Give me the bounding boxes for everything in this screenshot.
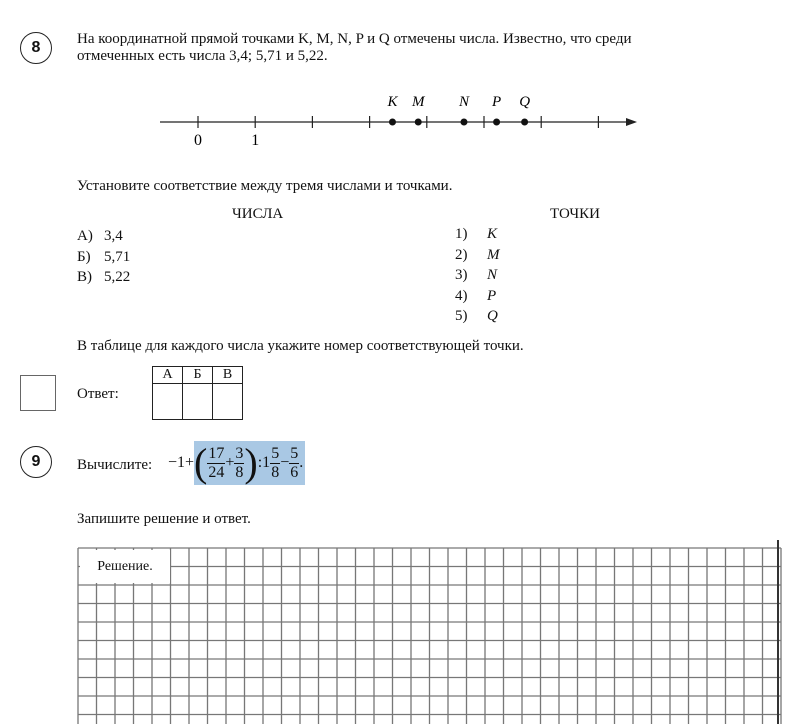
divide: :1 [257, 454, 271, 471]
option-value: K [487, 226, 498, 242]
point-label: P [491, 94, 502, 110]
option-value: N [487, 267, 498, 283]
option-value: 5,22 [104, 269, 131, 285]
task9-label: Вычислите: [77, 457, 153, 473]
task9-write: Запишите решение и ответ. [77, 511, 251, 527]
answer-col-a: А [153, 367, 183, 384]
paren-open: ( [194, 440, 208, 485]
num: 5 [290, 444, 299, 462]
option-key: 3) [455, 267, 468, 283]
task8-text-line2: отмеченных есть числа 3,4; 5,71 и 5,22. [77, 48, 328, 64]
task8-text-line1: На координатной прямой точками K, M, N, P и Q отмечены числа. Известно, что среди [77, 31, 632, 47]
point-label: M [411, 94, 425, 110]
option-key: 2) [455, 246, 468, 263]
option-key: 1) [455, 226, 468, 242]
expr-start: −1+ [168, 454, 195, 471]
task-number-8: 8 [20, 32, 52, 64]
point-label: K [387, 94, 398, 110]
minus: − [280, 454, 290, 471]
plus: + [225, 454, 235, 471]
option-key: 5) [455, 308, 468, 324]
option-key: 4) [455, 287, 468, 304]
option-value: Q [487, 308, 498, 324]
task-number-9: 9 [20, 446, 52, 478]
option-value: M [487, 246, 500, 263]
point-label: N [458, 94, 469, 110]
tick-label: 0 [194, 132, 202, 149]
point-label: Q [519, 94, 531, 110]
option-key: Б) [77, 248, 91, 265]
tick-label: 1 [251, 132, 260, 149]
table-note: В таблице для каждого числа укажите номер соответствующей точки. [77, 338, 524, 354]
den: 6 [290, 463, 299, 481]
solution-label: Решение. [80, 550, 170, 583]
numbers-header: ЧИСЛА [232, 206, 284, 222]
num: 17 [208, 444, 225, 462]
task8-instruction: Установите соответствие между тремя числами и точками. [77, 178, 453, 194]
option-key: В) [77, 269, 92, 285]
paren-close: ) [244, 440, 258, 485]
den: 8 [271, 463, 280, 481]
answer-col-b: Б [183, 367, 213, 384]
option-key: А) [77, 228, 93, 244]
num: 3 [235, 444, 244, 462]
option-value: 3,4 [104, 228, 123, 244]
period: . [299, 454, 304, 471]
num: 5 [271, 444, 280, 462]
option-value: 5,71 [104, 248, 131, 265]
points-header: ТОЧКИ [550, 206, 601, 222]
option-value: P [487, 287, 497, 304]
den: 8 [235, 463, 244, 481]
answer-label: Ответ: [77, 386, 119, 402]
den: 24 [208, 463, 225, 481]
answer-col-v: В [213, 367, 243, 384]
